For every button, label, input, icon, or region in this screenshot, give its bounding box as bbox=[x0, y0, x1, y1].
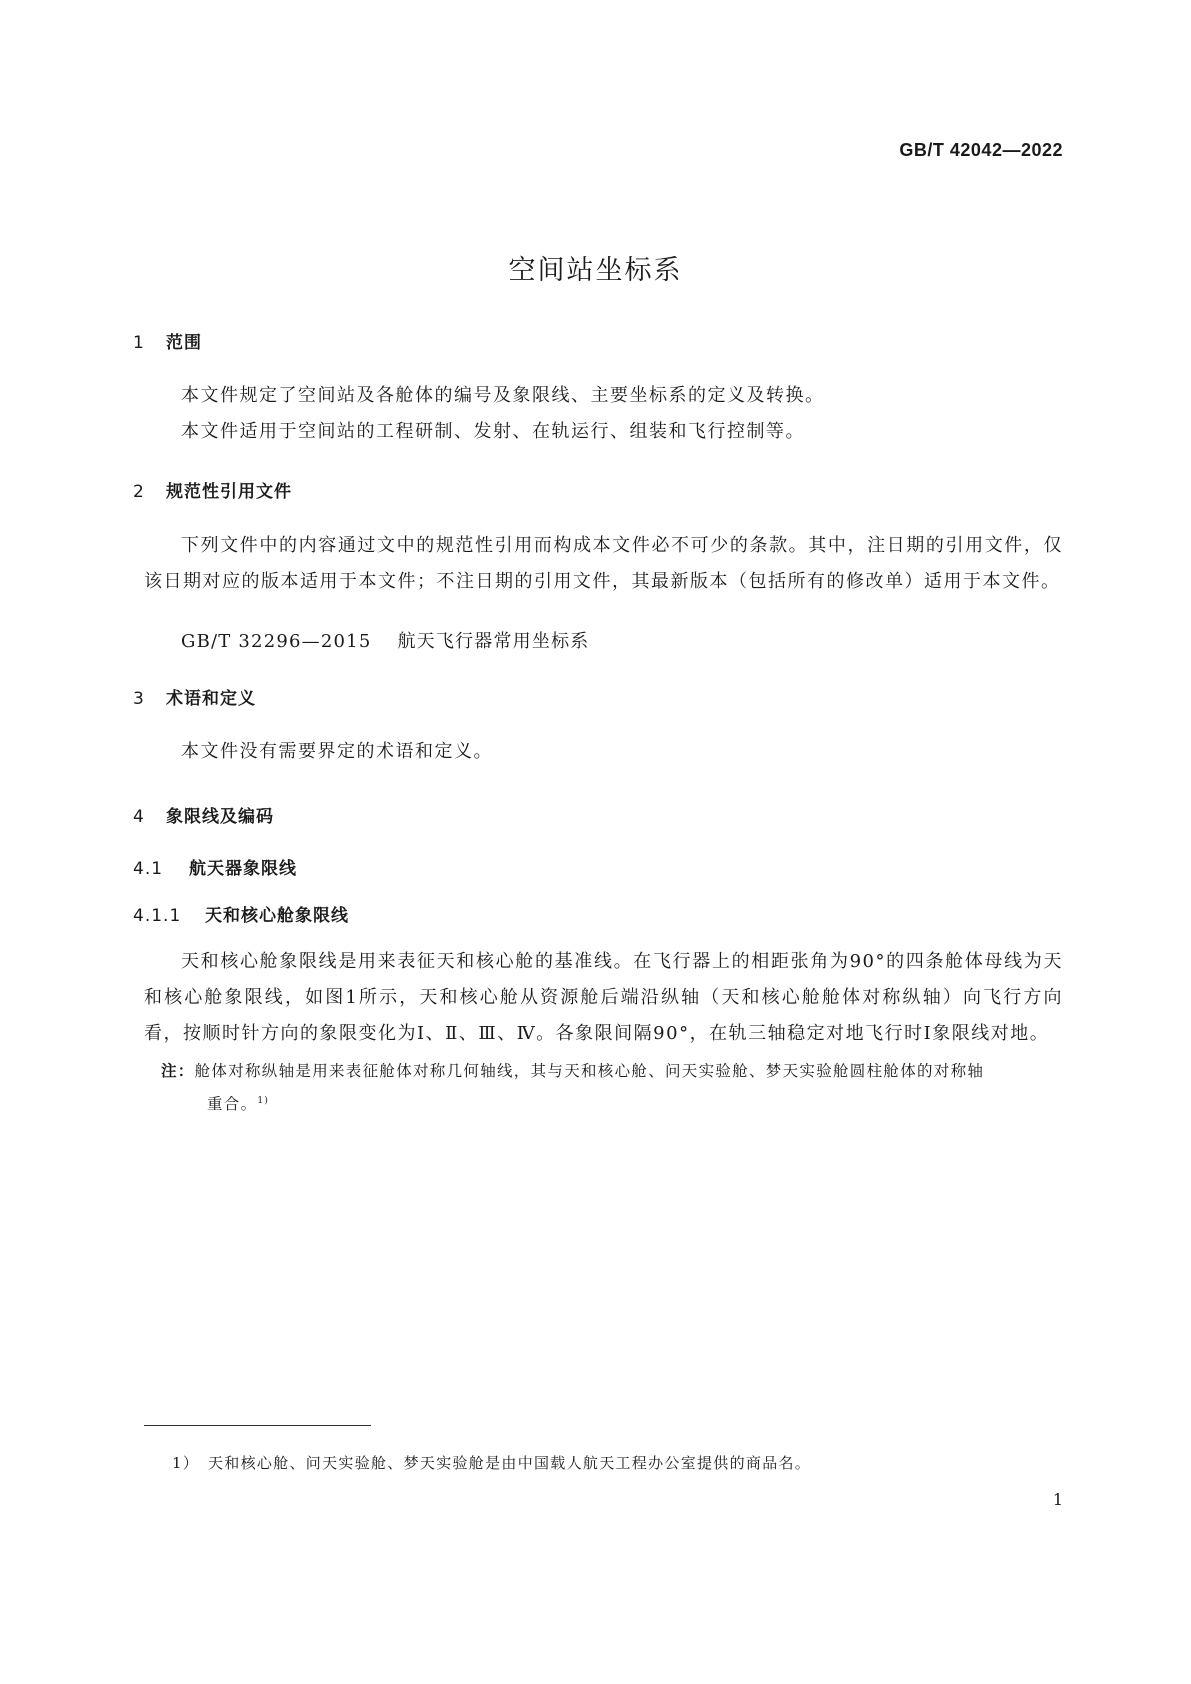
note-label: 注： bbox=[161, 1062, 195, 1080]
note-text-line-2: 重合。 bbox=[207, 1095, 258, 1113]
section-4-1-1-heading bbox=[133, 901, 349, 926]
section-title: 规范性引用文件 bbox=[166, 482, 292, 502]
section-2-paragraph-1: 下列文件中的内容通过文中的规范性引用而构成本文件必不可少的条款。其中，注日期的引用文件，仅该日期对应的版本适用于本文件；不注日期的引用文件，其最新版本（包括所有的修改单）适用于本文件。 bbox=[144, 535, 1063, 592]
section-title: 天和核心舱象限线 bbox=[205, 906, 349, 926]
footnote-mark: 1） bbox=[172, 1454, 200, 1472]
footnote-reference: 1) bbox=[257, 1096, 270, 1106]
section-title: 范围 bbox=[166, 333, 202, 353]
section-4-1-heading bbox=[133, 854, 297, 879]
reference-title: 航天飞行器常用坐标系 bbox=[397, 631, 590, 652]
section-3-paragraph-1: 本文件没有需要界定的术语和定义。 bbox=[181, 741, 493, 762]
note bbox=[161, 1056, 1063, 1119]
reference-code: GB/T 32296—2015 bbox=[181, 631, 372, 652]
footnote-divider bbox=[144, 1425, 371, 1426]
section-title: 术语和定义 bbox=[166, 689, 256, 709]
section-title: 象限线及编码 bbox=[166, 807, 274, 827]
normative-reference-entry bbox=[181, 627, 589, 653]
section-number: 3 bbox=[133, 689, 145, 709]
section-number: 4.1.1 bbox=[133, 906, 182, 926]
section-1-paragraph-1: 本文件规定了空间站及各舱体的编号及象限线、主要坐标系的定义及转换。 bbox=[181, 385, 825, 406]
section-number: 4 bbox=[133, 807, 145, 827]
footnote-text: 天和核心舱、问天实验舱、梦天实验舱是由中国载人航天工程办公室提供的商品名。 bbox=[208, 1454, 812, 1472]
section-number: 2 bbox=[133, 482, 145, 502]
section-number: 4.1 bbox=[133, 859, 164, 879]
footnote bbox=[172, 1452, 811, 1473]
standard-code: GB/T 42042—2022 bbox=[899, 140, 1063, 160]
section-4-1-1-paragraph-1: 天和核心舱象限线是用来表征天和核心舱的基准线。在飞行器上的相距张角为90°的四条舱体母线为天和核心舱象限线，如图1所示，天和核心舱从资源舱后端沿纵轴（天和核心舱舱体对称纵轴）向飞行方向看，按顺时针方向的象限变化为Ⅰ、Ⅱ、Ⅲ、Ⅳ。各象限间隔90°，在轨三轴稳定对地飞行时Ⅰ象限线对地。 bbox=[144, 951, 1063, 1044]
section-title: 航天器象限线 bbox=[189, 859, 297, 879]
section-1-paragraph-2: 本文件适用于空间站的工程研制、发射、在轨运行、组装和飞行控制等。 bbox=[181, 421, 805, 442]
section-2-heading bbox=[133, 477, 292, 502]
section-3-heading bbox=[133, 684, 256, 709]
page-number: 1 bbox=[1052, 1490, 1063, 1509]
note-text-line-1: 舱体对称纵轴是用来表征舱体对称几何轴线，其与天和核心舱、问天实验舱、梦天实验舱圆柱舱体的对称轴 bbox=[194, 1062, 985, 1080]
document-title: 空间站坐标系 bbox=[508, 255, 683, 286]
section-4-heading bbox=[133, 802, 274, 827]
section-number: 1 bbox=[133, 333, 145, 353]
section-1-heading bbox=[133, 328, 202, 353]
